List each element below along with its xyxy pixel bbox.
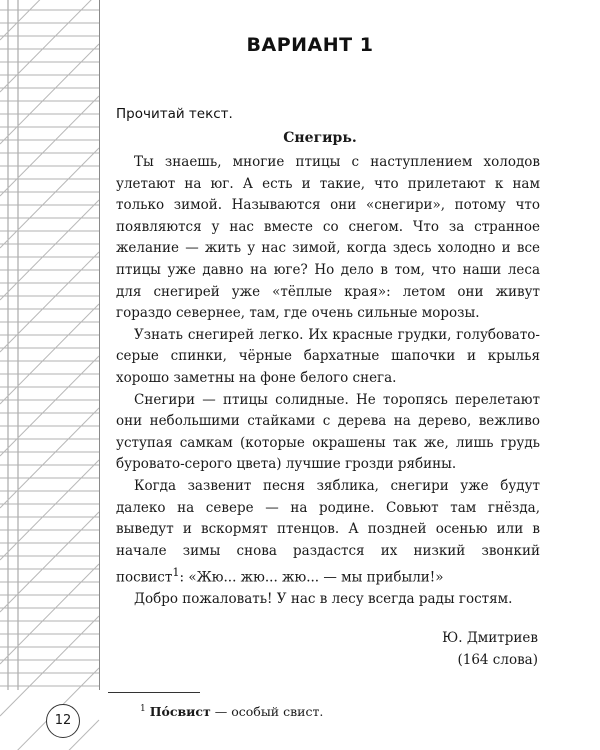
footnote-term: Пóсвист <box>149 704 211 720</box>
slant-line <box>0 96 99 196</box>
variant-title: ВАРИАНТ 1 <box>246 34 374 56</box>
ruled-writing-margin <box>0 0 100 750</box>
author-name: Ю. Дмитриев <box>442 630 538 646</box>
paragraph-4 <box>116 476 540 589</box>
footnote-divider <box>108 692 200 693</box>
slant-line <box>0 304 99 404</box>
paragraph-4-end: : «Жю... жю... жю... — мы прибыли!» <box>179 569 444 586</box>
slant-line <box>0 564 99 664</box>
slant-line <box>0 408 99 508</box>
slant-line <box>0 356 99 456</box>
slant-line <box>0 616 99 716</box>
instruction-text: Прочитай текст. <box>116 106 233 122</box>
footnote-definition: — особый свист. <box>210 704 324 720</box>
slant-line <box>0 460 99 560</box>
slant-line <box>0 0 99 92</box>
slant-line <box>0 200 99 300</box>
margin-border <box>99 0 100 690</box>
slant-line <box>0 252 99 352</box>
slant-line <box>0 148 99 248</box>
paragraph-3: Снегири — птицы солидные. Не торопясь перелетают они небольшими стайками с дерева на дерево, вежливо уступая самкам (которые окрашены так же, лишь грудь буровато-серого цвета) лучшие грозди рябины. <box>116 391 540 473</box>
paragraph-5: Добро пожаловать! У нас в лесу всегда рады гостям. <box>134 591 513 608</box>
slant-line <box>0 44 99 144</box>
slant-line <box>0 512 99 612</box>
paragraph-2: Узнать снегирей легко. Их красные грудки, голубовато-серые спинки, чёрные бархатные шапочки и крылья хорошо заметны на фоне белого снега. <box>116 326 540 386</box>
story-title: Снегирь. <box>283 130 357 146</box>
paragraph-4-text: Когда зазвенит песня зяблика, снегири уже будут далеко на севере — на родине. Совьют там гнёзда, выведут и вскормят птенцов. А поздней осенью или в начале зимы снова раздастся их низкий звонкий посвист <box>116 477 540 586</box>
paragraph-1: Ты знаешь, многие птицы с наступлением холодов улетают на юг. А есть и такие, что прилетают к нам только зимой. Называются они «снегири», потому что появляются у нас вместе со снегом. Что за странное желание — жить у нас зимой, когда здесь холодно и все птицы уже давно на юге? Но дело в том, что наши леса для снегирей уже «тёплые края»: летом они живут гораздо севернее, там, где очень сильные морозы. <box>116 154 540 322</box>
footnote-reference: 1 <box>172 566 180 580</box>
footnote <box>140 704 323 719</box>
footnote-mark: 1 <box>140 704 146 714</box>
slant-line <box>0 0 99 40</box>
page-number: 12 <box>46 704 80 738</box>
word-count: (164 слова) <box>457 652 538 668</box>
story-body <box>116 152 540 611</box>
